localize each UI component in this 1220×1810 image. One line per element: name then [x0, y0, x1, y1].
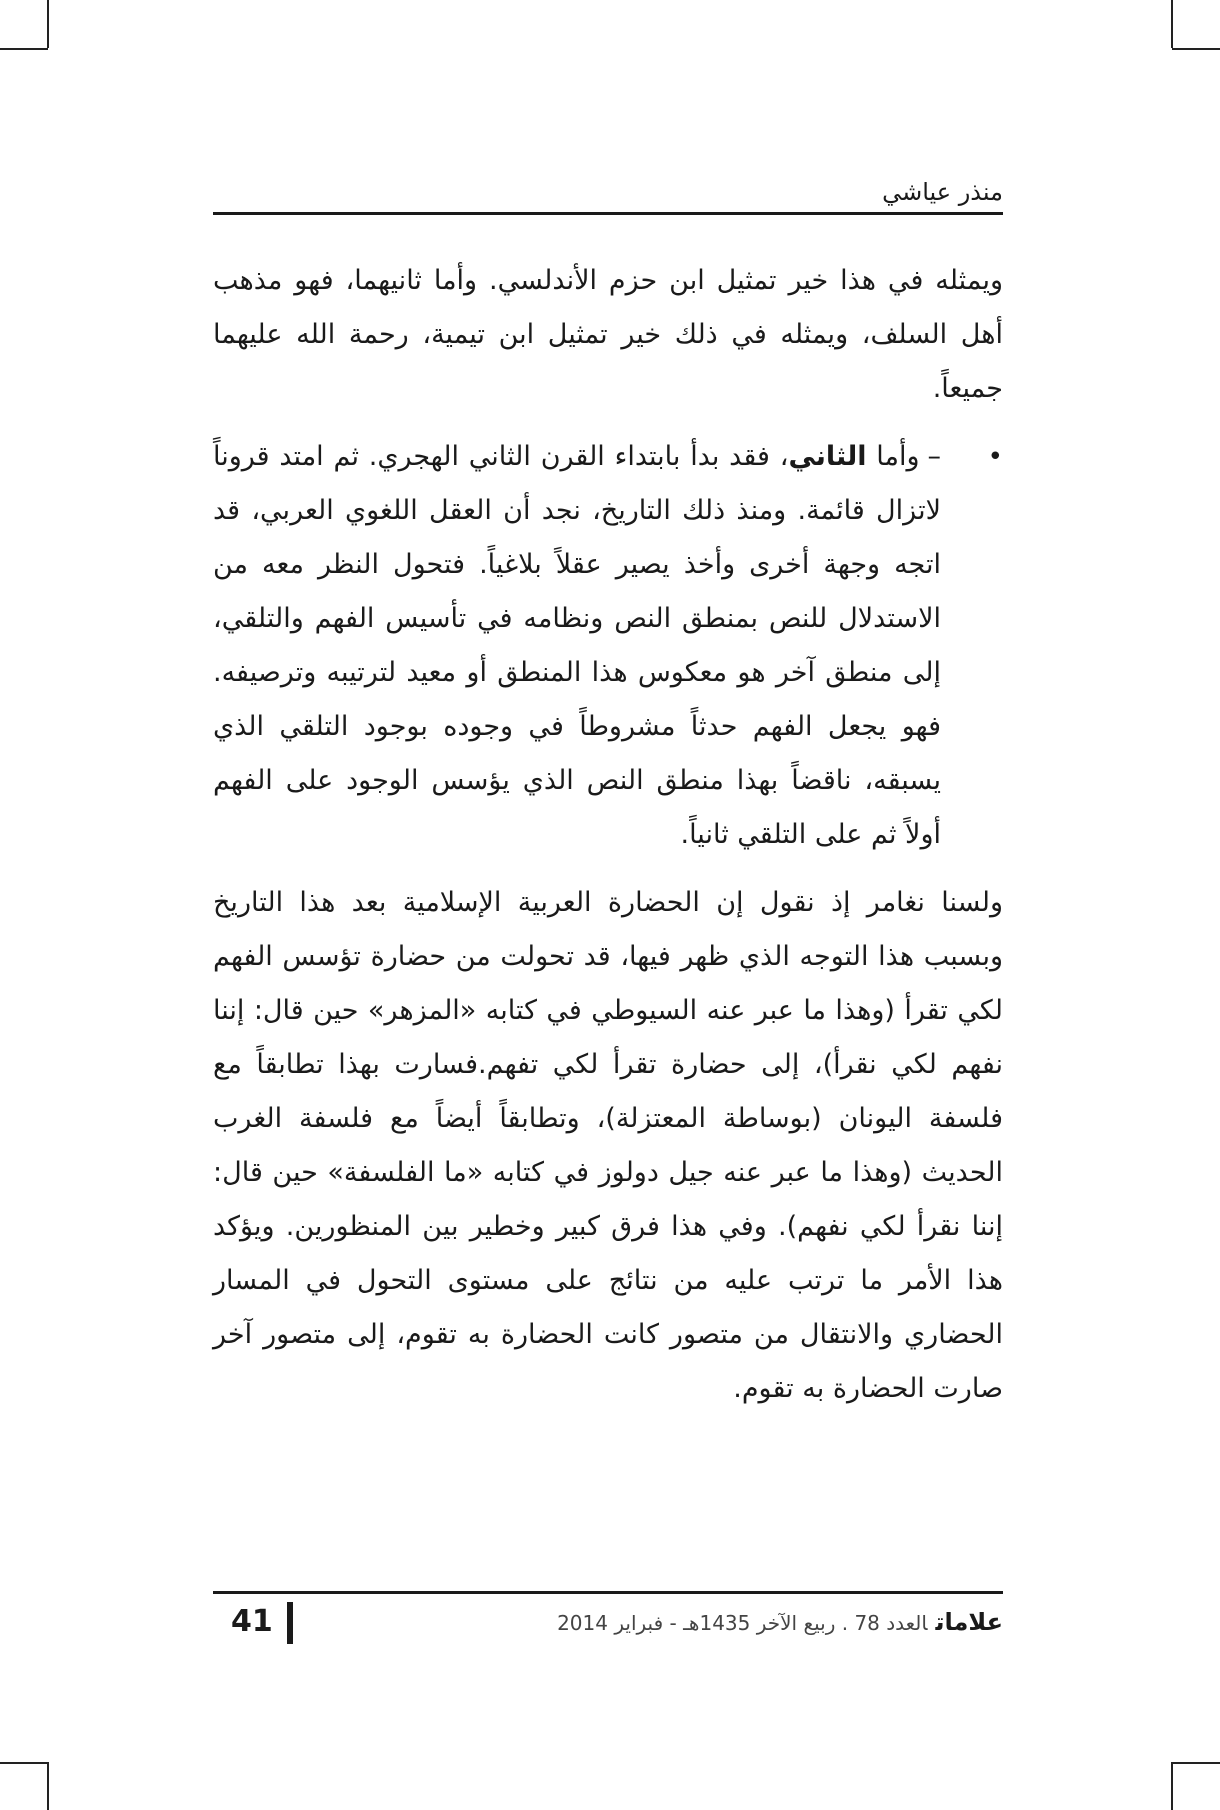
paragraph: ولسنا نغامر إذ نقول إن الحضارة العربية الإسلامية بعد هذا التاريخ وبسبب هذا التوجه الذي ظهر فيها، قد تحولت من حضارة تؤسس الفهم لكي تقرأ (وهذا ما عبر عنه السيوطي في كتابه «المزهر» حين قال: إننا نفهم لكي نقرأ)، إلى حضارة تقرأ لكي تفهم.فسارت بهذا تطابقاً مع فلسفة اليونان (بوساطة المعتزلة)، وتطابقاً أيضاً مع فلسفة الغرب الحديث (وهذا ما عبر عنه جيل دولوز في كتابه «ما الفلسفة» حين قال: إننا نقرأ لكي نفهم). وفي هذا فرق كبير وخطير بين المنظورين. ويؤكد هذا الأمر ما ترتب عليه من نتائج على مستوى التحول في المسار الحضاري والانتقال من متصور كانت الحضارة به تقوم، إلى متصور آخر صارت الحضارة به تقوم. — [213, 887, 1003, 1404]
crop-mark — [1172, 1762, 1220, 1764]
page-header — [213, 176, 1003, 215]
bullet-term: الثاني — [788, 441, 867, 472]
author-name: منذر عياشي — [882, 178, 1003, 206]
bullet-lead: وأما — [866, 441, 920, 472]
page-number: 41 — [231, 1604, 273, 1639]
journal-name: علامات — [935, 1608, 1003, 1636]
crop-mark — [1171, 1762, 1173, 1810]
crop-mark — [47, 1762, 49, 1810]
crop-mark — [1172, 48, 1220, 50]
bullet-icon: • — [987, 442, 1003, 472]
crop-mark — [0, 48, 48, 50]
issue-info — [557, 1608, 1003, 1636]
footer-separator — [287, 1602, 293, 1644]
bullet-text: ، فقد بدأ بابتداء القرن الثاني الهجري. ثم امتد قروناً لاتزال قائمة. ومنذ ذلك التاريخ، نجد أن العقل اللغوي العربي، قد اتجه وجهة أخرى وأخذ يصير عقلاً بلاغياً. فتحول النظر معه من الاستدلال للنص بمنطق النص ونظامه في تأسيس الفهم والتلقي، إلى منطق آخر هو معكوس هذا المنطق أو معيد لترتيبه وترصيفه. فهو يجعل الفهم حدثاً مشروطاً في وجوده بوجود التلقي الذي يسبقه، ناقضاً بهذا منطق النص الذي يؤسس الوجود على الفهم أولاً ثم على التلقي ثانياً. — [213, 441, 941, 850]
crop-mark — [0, 1762, 48, 1764]
bullet-item — [213, 430, 1003, 862]
paragraph: ويمثله في هذا خير تمثيل ابن حزم الأندلسي. وأما ثانيهما، فهو مذهب أهل السلف، ويمثله في ذلك خير تمثيل ابن تيمية، رحمة الله عليهما جميعاً. — [213, 265, 1003, 404]
issue-details: العدد 78 . ربيع الآخر 1435هـ - فبراير 2014 — [557, 1611, 928, 1635]
article-body — [213, 254, 1003, 1430]
bullet-dash: – — [927, 441, 942, 472]
crop-mark — [47, 0, 49, 48]
crop-mark — [1171, 0, 1173, 48]
page-footer — [213, 1591, 1003, 1654]
